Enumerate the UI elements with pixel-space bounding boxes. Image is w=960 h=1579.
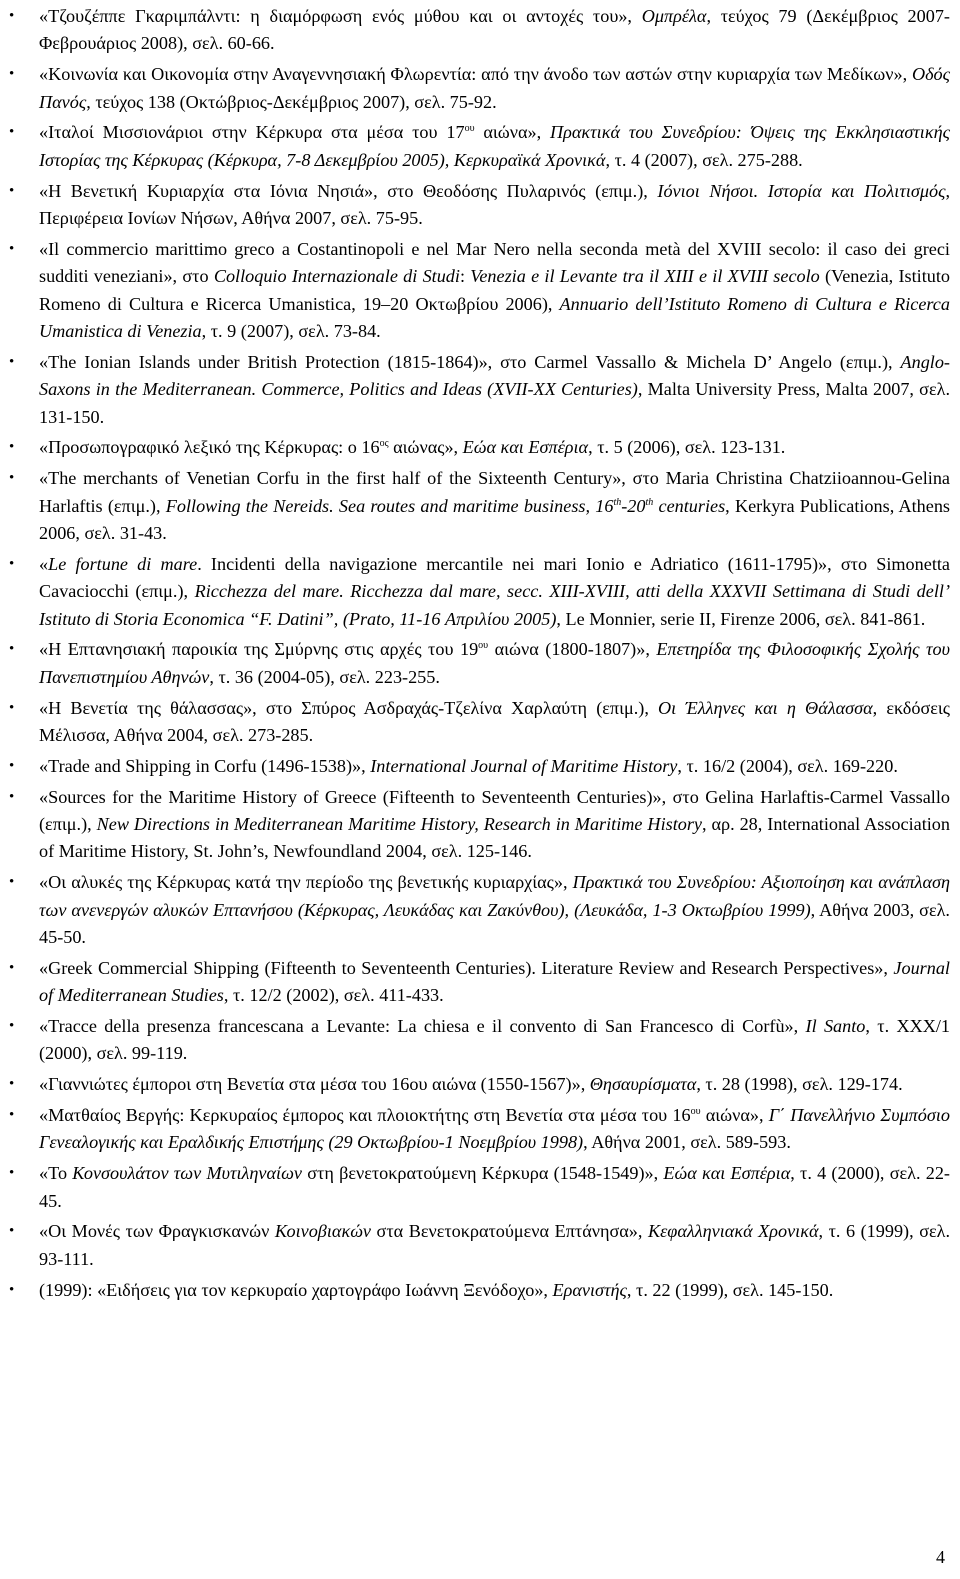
entry-text: , αρ. 28, International Association of Maritime History, St. John’s, Newfoundland 2004, σελ. 125-146. [39, 814, 950, 862]
bullet-icon: • [9, 699, 15, 716]
entry-text: . Incidenti della navigazione mercantile nei mari Ionio e Adriatico (1611-1795)», στο Simonetta Cavaciocchi (επιμ.), [39, 553, 950, 602]
italic-title: Venezia e il Levante tra il XIII e il XVIII secolo [470, 266, 820, 287]
page-number: 4 [936, 1547, 945, 1567]
bibliography-entry [9, 61, 950, 116]
bullet-icon: • [9, 1107, 15, 1124]
entry-text: (1999): «Ειδήσεις για τον κερκυραίο χαρτογράφο Ιωάννη Ξενόδοχο», [39, 1279, 553, 1300]
bibliography-entry [9, 784, 950, 866]
entry-text: «Η Βενετική Κυριαρχία στα Ιόνια Νησιά», στο Θεοδόσης Πυλαρινός (επιμ.), [39, 180, 658, 201]
bibliography-entry [9, 349, 950, 431]
entry-text: αιώνας», [388, 437, 463, 458]
entry-text: «Η Επτανησιακή παροικία της Σμύρνης στις αρχές του 19 [39, 639, 479, 660]
italic-title: Επετηρίδα της Φιλοσοφικής Σχολής του Πανεπιστημίου Αθηνών [39, 639, 950, 687]
entry-text: «Τζουζέππε Γκαριμπάλντι: η διαμόρφωση ενός μύθου και οι αντοχές του», [39, 6, 642, 26]
superscript-text: ου [690, 1106, 701, 1118]
italic-title: Οδός Πανός [39, 64, 950, 112]
bullet-icon: • [9, 874, 15, 891]
bullet-icon: • [9, 439, 15, 456]
bibliography-entry [9, 119, 950, 174]
bullet-icon: • [9, 788, 15, 805]
bullet-icon: • [9, 124, 15, 141]
entry-text: «Sources for the Maritime History of Greece (Fifteenth to Seventeenth Centuries)», στο Gelina Harlaftis-Carmel Vassallo (επιμ.), [39, 786, 950, 835]
italic-title: Ερανιστής [552, 1279, 627, 1300]
italic-title: Κοινοβιακών [274, 1221, 371, 1242]
entry-text: , Περιφέρεια Ιονίων Νήσων, Αθήνα 2007, σελ. 75-95. [39, 180, 950, 229]
italic-title: Ομπρέλα [641, 6, 707, 26]
bibliography-entry [9, 636, 950, 691]
italic-title: International Journal of Maritime History [370, 755, 678, 776]
entry-text: , τ. 9 (2007), σελ. 73-84. [201, 321, 381, 342]
italic-title: Following the Nereids. Sea routes and maritime business, 16 [165, 495, 614, 516]
bibliography-entry [9, 1013, 951, 1068]
italic-title: Οι Έλληνες και η Θάλασσα [658, 697, 873, 718]
italic-title: Annuario dell’Istituto Romeno di Cultura e Ricerca Umanistica di Venezia [39, 293, 950, 342]
entry-text: «Η Βενετία της θάλασσας», στο Σπύρος Ασδραχάς-Τζελίνα Χαρλαύτη (επιμ.), [39, 697, 659, 718]
entry-text: , τεύχος 79 (Δεκέμβριος 2007-Φεβρουάριος 2008), σελ. 60-66. [39, 6, 950, 54]
bullet-icon: • [9, 555, 15, 572]
italic-title: Κονσουλάτον των Μυτιληναίων [72, 1163, 302, 1184]
bibliography-entry [9, 1071, 950, 1098]
italic-title: Anglo-Saxons in the Mediterranean. Commerce, Politics and Ideas (XVII-XX Centuries) [39, 351, 950, 400]
italic-title: Εώα και Εσπέρια [663, 1163, 791, 1184]
entry-text: , τ. 28 (1998), σελ. 129-174. [696, 1074, 903, 1095]
italic-title: Εώα και Εσπέρια [462, 437, 589, 458]
entry-text: , τ. 12/2 (2002), σελ. 411-433. [223, 985, 444, 1006]
entry-text: , τ. 16/2 (2004), σελ. 169-220. [677, 755, 898, 776]
entry-text: αιώνα», [474, 122, 551, 143]
italic-title: Journal of Mediterranean Studies [39, 957, 950, 1006]
italic-title: -20 [621, 495, 646, 516]
entry-text: «Κοινωνία και Οικονομία στην Αναγεννησιακή Φλωρεντία: από την άνοδο των αστών στην κυριαρχία των Μεδίκων», [39, 64, 912, 85]
italic-title: Κεφαλληνιακά Χρονικά [647, 1221, 819, 1242]
entry-text: αιώνα (1800-1807)», [488, 639, 657, 660]
entry-text: , Αθήνα 2003, σελ. 45-50. [39, 899, 950, 948]
bibliography-entry [9, 1102, 950, 1157]
bibliography-entry [9, 551, 950, 633]
bibliography-entry [9, 869, 950, 951]
bullet-icon: • [9, 240, 15, 257]
entry-text: «Tracce della presenza francescana a Levante: La chiesa e il convento di San Francesco di Corfù», [39, 1016, 806, 1037]
entry-text: , τ. XXX/1 (2000), σελ. 99-119. [39, 1016, 951, 1064]
entry-text: , τεύχος 138 (Οκτώβριος-Δεκέμβριος 2007), σελ. 75-92. [86, 91, 497, 112]
entry-text: «Ματθαίος Βεργής: Κερκυραίος έμπορος και πλοιοκτήτης στη Βενετία στα μέσα του 16 [39, 1105, 691, 1126]
italic-title: Colloquio Internazionale di Studi [213, 266, 460, 287]
superscript-text: th [613, 496, 622, 508]
entry-text: «Il commercio marittimo greco a Costantinopoli e nel Mar Nero nella seconda metà del XVIII secolo: il caso dei greci sudditi veneziani», στο [39, 238, 950, 287]
bibliography-entry [9, 236, 950, 346]
bibliography-entry [9, 434, 950, 461]
bibliography-entry [9, 3, 950, 58]
bibliography-entry [9, 695, 950, 750]
entry-text: «Trade and Shipping in Corfu (1496-1538)», [39, 755, 371, 776]
entry-text: , εκδόσεις Μέλισσα, Αθήνα 2004, σελ. 273-285. [39, 697, 950, 746]
entry-text: «Οι Μονές των Φραγκισκανών [39, 1221, 275, 1242]
entry-text: , τ. 4 (2007), σελ. 275-288. [605, 149, 803, 170]
entry-text: , Kerkyra Publications, Athens 2006, σελ. 31-43. [39, 495, 950, 544]
italic-title: Θησαυρίσματα [589, 1074, 697, 1095]
entry-text: «Ιταλοί Μισσιονάριοι στην Κέρκυρα στα μέσα του 17 [39, 122, 465, 143]
bullet-icon: • [9, 757, 15, 774]
entry-text: «Greek Commercial Shipping (Fifteenth to Seventeenth Centuries). Literature Review and Research Perspectives», [39, 957, 894, 978]
italic-title: Le fortune di mare [48, 553, 198, 574]
bullet-icon: • [9, 8, 15, 24]
italic-title: Ιόνιοι Νήσοι. Ιστορία και Πολιτισμός [657, 180, 946, 201]
superscript-text: ου [478, 640, 489, 652]
superscript-text: ου [464, 123, 475, 135]
bullet-icon: • [9, 1223, 15, 1240]
bibliography-entry [9, 178, 950, 233]
bibliography-entry [9, 465, 950, 547]
bibliography-entry [9, 1160, 950, 1215]
italic-title: centuries [653, 495, 726, 516]
bibliography-list [9, 3, 951, 1307]
italic-title: Ricchezza del mare. Ricchezza dal mare, secc. XIII-XVIII, atti della XXXVII Settimana di Studi dell’ Istituto di Storia Economica “F. Datini”, (Prato, 11-16 Απριλίου 2005) [39, 581, 950, 629]
bullet-icon: • [9, 1076, 15, 1093]
bibliography-entry [9, 955, 950, 1010]
italic-title: New Directions in Mediterranean Maritime History, Research in Maritime History [96, 814, 702, 835]
bibliography-entry [9, 1218, 951, 1273]
entry-text: «Οι αλυκές της Κέρκυρας κατά την περίοδο της βενετικής κυριαρχίας», [39, 872, 573, 893]
entry-text: «The Ionian Islands under British Protection (1815-1864)», στο Carmel Vassallo & Michela D’ Angelo (επιμ.), [39, 351, 901, 372]
entry-text: στα Βενετοκρατούμενα Επτάνησα», [370, 1221, 648, 1242]
entry-text: «Γιαννιώτες έμποροι στη Βενετία στα μέσα του 16ου αιώνα (1550-1567)», [39, 1074, 590, 1095]
superscript-text: th [645, 496, 654, 508]
italic-title: Γ΄ Πανελλήνιο Συμπόσιο Γενεαλογικής και Εραλδικής Επιστήμης (29 Οκτωβρίου-1 Νοεμβρίου 1998) [39, 1105, 950, 1153]
bullet-icon: • [9, 1018, 15, 1035]
entry-text: «Προσωπογραφικό λεξικό της Κέρκυρας: ο 16 [39, 437, 380, 458]
bullet-icon: • [9, 66, 15, 83]
bibliography-entry [9, 753, 950, 780]
bullet-icon: • [9, 1281, 15, 1298]
entry-text: , τ. 4 (2000), σελ. 22-45. [39, 1163, 950, 1211]
entry-text: (Venezia, Istituto Romeno di Cultura e Ricerca Umanistica, 19–20 Οκτωβρίου 2006), [39, 266, 950, 314]
bullet-icon: • [9, 641, 15, 658]
bibliography-entry [9, 1277, 950, 1304]
italic-title: Il Santo [805, 1016, 866, 1037]
entry-text: , Malta University Press, Malta 2007, σελ. 131-150. [39, 379, 950, 427]
superscript-text: ος [379, 438, 389, 450]
entry-text: , τ. 22 (1999), σελ. 145-150. [626, 1279, 834, 1300]
entry-text: , τ. 5 (2006), σελ. 123-131. [588, 437, 786, 458]
entry-text: αιώνα», [700, 1105, 769, 1126]
bullet-icon: • [9, 353, 15, 370]
bullet-icon: • [9, 182, 15, 199]
italic-title: Πρακτικά του Συνεδρίου: Όψεις της Εκκλησιαστικής Ιστορίας της Κέρκυρας (Κέρκυρα, 7-8 Δεκεμβρίου 2005), Κερκυραϊκά Χρονικά [39, 122, 950, 170]
bullet-icon: • [9, 959, 15, 976]
bullet-icon: • [9, 470, 15, 487]
entry-text: , Le Monnier, serie II, Firenze 2006, σελ. 841-861. [556, 608, 926, 629]
entry-text: « [39, 553, 49, 574]
entry-text: «Το [39, 1163, 73, 1184]
entry-text: , τ. 6 (1999), σελ. 93-111. [39, 1221, 951, 1269]
entry-text: στη βενετοκρατούμενη Κέρκυρα (1548-1549)», [302, 1163, 664, 1184]
entry-text: : [459, 266, 471, 287]
entry-text: , Αθήνα 2001, σελ. 589-593. [583, 1132, 791, 1153]
entry-text: , τ. 36 (2004-05), σελ. 223-255. [209, 666, 440, 687]
bullet-icon: • [9, 1165, 15, 1182]
italic-title: Πρακτικά του Συνεδρίου: Αξιοποίηση και ανάπλαση των ανενεργών αλυκών Επτανήσου (Κέρκυρας, Λευκάδας και Ζακύνθου), (Λευκάδα, 1-3 Οκτωβρίου 1999) [39, 872, 950, 920]
entry-text: «The merchants of Venetian Corfu in the first half of the Sixteenth Century», στο Maria Christina Chatziioannou-Gelina Harlaftis (επιμ.), [39, 468, 950, 516]
